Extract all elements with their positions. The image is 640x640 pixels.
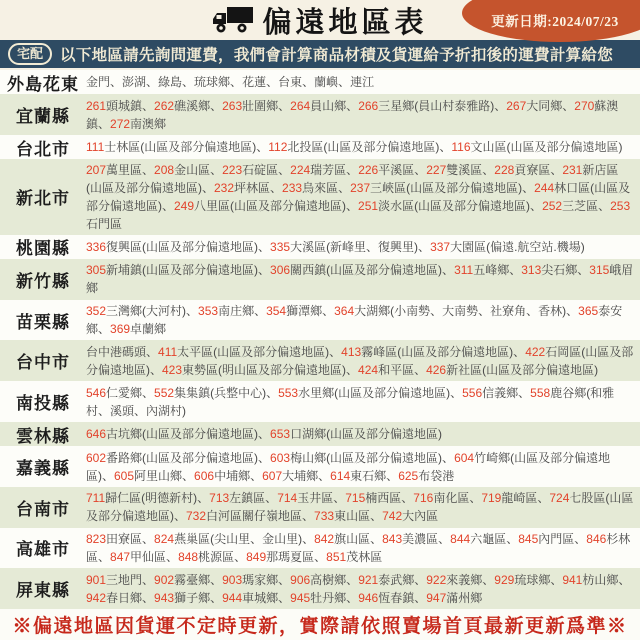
notice-bar xyxy=(0,40,640,70)
postal-code: 602 xyxy=(86,450,107,465)
district-name: 車城鄉、 xyxy=(242,590,291,605)
district-name: 礁溪鄉、 xyxy=(174,98,223,113)
postal-code: 929 xyxy=(494,572,515,587)
region-name: 外島花東 xyxy=(7,74,79,94)
district-name: 大湖鄉(小南勢、大南勢、社寮角、香林)、 xyxy=(354,304,579,319)
district-name: 琉球鄉、 xyxy=(514,572,563,587)
postal-code: 902 xyxy=(154,572,175,587)
district-name: 玉井區、 xyxy=(297,491,346,506)
postal-code: 231 xyxy=(562,163,583,177)
district-name: 新埔鎮(山區及部分偏遠地區)、 xyxy=(106,263,271,278)
postal-code: 311 xyxy=(454,263,474,278)
district-name: 瑪家鄉、 xyxy=(242,572,291,587)
district-list xyxy=(86,70,640,94)
postal-code: 903 xyxy=(222,572,243,587)
district-name: 獅潭鄉、 xyxy=(286,304,335,319)
district-name: 烏來區、 xyxy=(302,181,351,195)
region-name: 台北市 xyxy=(16,139,70,159)
postal-code: 941 xyxy=(562,572,583,587)
district-list xyxy=(86,94,640,135)
district-name: 三芝區、 xyxy=(562,199,611,213)
district-list xyxy=(86,446,640,487)
district-name: 桃源區、 xyxy=(198,549,247,564)
postal-code: 732 xyxy=(186,509,207,524)
postal-code: 354 xyxy=(266,304,287,319)
postal-code: 313 xyxy=(521,263,542,278)
postal-code: 237 xyxy=(350,181,371,195)
district-list xyxy=(86,528,640,569)
postal-code: 846 xyxy=(586,531,607,546)
postal-code: 111 xyxy=(86,140,105,155)
district-name: 東石鄉、 xyxy=(350,468,399,483)
district-name: 六龜區、 xyxy=(470,531,519,546)
district-name: 復興區(山區及部分偏遠地區)、 xyxy=(106,239,271,254)
postal-code: 253 xyxy=(610,199,631,213)
district-name: 口湖鄉(山區及部分偏遠地區) xyxy=(290,427,443,442)
district-name: 尖石鄉、 xyxy=(541,263,590,278)
district-name: 白河區關仔嶺地區、 xyxy=(206,509,315,524)
district-name: 南澳鄉 xyxy=(130,116,167,131)
postal-code: 921 xyxy=(358,572,379,587)
region-table xyxy=(0,70,640,609)
district-name: 鹿谷鄉(和雅村、溪頭、內湖村) xyxy=(86,385,615,418)
postal-code: 733 xyxy=(314,509,335,524)
postal-code: 249 xyxy=(174,199,195,213)
postal-code: 546 xyxy=(86,385,107,400)
delivery-badge: 宅配 xyxy=(8,43,52,65)
district-name: 壯圍鄉、 xyxy=(242,98,291,113)
district-name: 石岡區(山區及部分偏遠地區)、 xyxy=(86,344,634,377)
district-name: 大園區(偏遠.航空站.機場) xyxy=(450,239,585,254)
district-name: 瑞芳區、 xyxy=(310,163,359,177)
district-name: 新店區(山區及部分偏遠地區)、 xyxy=(86,163,619,195)
postal-code: 719 xyxy=(481,491,502,506)
district-name: 旗山區、 xyxy=(334,531,383,546)
district-name: 大埔鄉、 xyxy=(282,468,331,483)
table-row xyxy=(0,381,640,422)
postal-code: 844 xyxy=(450,531,471,546)
postal-code: 223 xyxy=(222,163,243,177)
postal-code: 603 xyxy=(270,450,291,465)
region-name: 新竹縣 xyxy=(16,271,70,291)
district-name: 北投區(山區及部分偏遠地區)、 xyxy=(287,140,452,155)
postal-code: 369 xyxy=(110,322,131,337)
district-name: 高樹鄉、 xyxy=(310,572,359,587)
postal-code: 116 xyxy=(451,140,471,155)
district-name: 頭城鎮、 xyxy=(106,98,155,113)
district-name: 杉林區、 xyxy=(86,531,631,564)
postal-code: 224 xyxy=(290,163,311,177)
table-row xyxy=(0,70,640,94)
district-name: 阿里山鄉、 xyxy=(134,468,195,483)
region-name: 宜蘭縣 xyxy=(16,107,70,127)
district-list xyxy=(86,381,640,422)
postal-code: 227 xyxy=(426,163,447,177)
postal-code: 266 xyxy=(358,98,379,113)
district-name: 員山鄉、 xyxy=(310,98,359,113)
postal-code: 823 xyxy=(86,531,107,546)
district-name: 坪林區、 xyxy=(234,181,283,195)
postal-code: 842 xyxy=(314,531,335,546)
postal-code: 716 xyxy=(413,491,434,506)
postal-code: 947 xyxy=(426,590,447,605)
title-bar xyxy=(0,0,640,40)
district-name: 關西鎮(山區及部分偏遠地區)、 xyxy=(290,263,455,278)
district-name: 中埔鄉、 xyxy=(214,468,263,483)
postal-code: 305 xyxy=(86,263,107,278)
postal-code: 262 xyxy=(154,98,175,113)
postal-code: 714 xyxy=(277,491,298,506)
postal-code: 848 xyxy=(178,549,199,564)
district-name: 枋山鄉、 xyxy=(582,572,631,587)
postal-code: 847 xyxy=(110,549,131,564)
region-name: 南投縣 xyxy=(16,394,70,414)
title-group xyxy=(212,0,427,41)
district-name: 澎湖、 xyxy=(122,75,159,90)
postal-code: 263 xyxy=(222,98,243,113)
page-title: 偏遠地區表 xyxy=(262,6,428,39)
district-name: 春日鄉、 xyxy=(106,590,155,605)
district-name: 貢寮區、 xyxy=(514,163,563,177)
table-row xyxy=(0,94,640,135)
postal-code: 264 xyxy=(290,98,311,113)
district-name: 八里區(山區及部分偏遠地區)、 xyxy=(194,199,359,213)
district-list xyxy=(86,340,640,381)
district-name: 大同鄉、 xyxy=(526,98,575,113)
district-name: 石碇區、 xyxy=(242,163,291,177)
postal-code: 208 xyxy=(154,163,175,177)
district-name: 茂林區 xyxy=(346,549,383,564)
postal-code: 942 xyxy=(86,590,107,605)
postal-code: 315 xyxy=(589,263,610,278)
district-name: 台東、 xyxy=(278,75,315,90)
postal-code: 614 xyxy=(330,468,351,483)
district-name: 恆春鎮、 xyxy=(378,590,427,605)
district-name: 太平區(山區及部分偏遠地區)、 xyxy=(177,344,342,359)
district-list xyxy=(86,159,640,235)
district-name: 石門區 xyxy=(86,217,123,231)
district-name: 蘭嶼、 xyxy=(314,75,351,90)
region-name: 屏東縣 xyxy=(16,581,70,601)
table-row xyxy=(0,340,640,381)
district-list xyxy=(86,259,640,300)
district-name: 和平區、 xyxy=(378,362,427,377)
postal-code: 423 xyxy=(162,362,183,377)
table-row xyxy=(0,135,640,159)
region-name: 桃園縣 xyxy=(16,239,70,259)
district-name: 左鎮區、 xyxy=(229,491,278,506)
postal-code: 922 xyxy=(426,572,447,587)
district-name: 士林區(山區及部分偏遠地區)、 xyxy=(104,140,269,155)
district-name: 來義鄉、 xyxy=(446,572,495,587)
postal-code: 742 xyxy=(382,509,403,524)
postal-code: 251 xyxy=(358,199,379,213)
postal-code: 558 xyxy=(530,385,551,400)
district-name: 三地門、 xyxy=(106,572,155,587)
district-name: 那瑪夏區、 xyxy=(266,549,327,564)
table-row xyxy=(0,259,640,300)
district-name: 金門、 xyxy=(86,75,123,90)
table-row xyxy=(0,446,640,487)
district-name: 花蓮、 xyxy=(242,75,279,90)
district-name: 泰安鄉、 xyxy=(86,304,623,337)
postal-code: 352 xyxy=(86,304,107,319)
district-list xyxy=(86,422,640,446)
footer-disclaimer xyxy=(0,609,640,640)
district-name: 龍崎區、 xyxy=(501,491,550,506)
district-name: 三峽區(山區及部分偏遠地區)、 xyxy=(370,181,535,195)
truck-icon xyxy=(212,6,254,34)
postal-code: 851 xyxy=(326,549,347,564)
district-name: 田寮區、 xyxy=(106,531,155,546)
postal-code: 411 xyxy=(158,344,178,359)
postal-code: 906 xyxy=(290,572,311,587)
district-name: 霧臺鄉、 xyxy=(174,572,223,587)
postal-code: 337 xyxy=(430,239,451,254)
district-name: 三灣鄉(大河村)、 xyxy=(106,304,199,319)
district-name: 燕巢區(尖山里、金山里)、 xyxy=(174,531,315,546)
postal-code: 365 xyxy=(578,304,599,319)
table-row xyxy=(0,528,640,569)
region-name: 苗栗縣 xyxy=(16,312,70,332)
postal-code: 364 xyxy=(334,304,355,319)
postal-code: 353 xyxy=(198,304,219,319)
district-name: 雙溪區、 xyxy=(446,163,495,177)
region-name: 雲林縣 xyxy=(16,426,70,446)
district-name: 霧峰區(山區及部分偏遠地區)、 xyxy=(361,344,526,359)
district-list xyxy=(86,487,640,528)
district-name: 金山區、 xyxy=(174,163,223,177)
postal-code: 556 xyxy=(462,385,483,400)
district-name: 集集鎮(兵整中心)、 xyxy=(174,385,279,400)
table-row xyxy=(0,300,640,341)
district-name: 大內區 xyxy=(402,509,439,524)
district-name: 獅子鄉、 xyxy=(174,590,223,605)
district-name: 南庄鄉、 xyxy=(218,304,267,319)
district-name: 內門區、 xyxy=(538,531,587,546)
table-row xyxy=(0,235,640,259)
postal-code: 244 xyxy=(534,181,555,195)
postal-code: 413 xyxy=(341,344,362,359)
postal-code: 228 xyxy=(494,163,515,177)
district-name: 滿州鄉 xyxy=(446,590,483,605)
postal-code: 261 xyxy=(86,98,107,113)
district-name: 歸仁區(明德新村)、 xyxy=(105,491,210,506)
district-name: 東勢區(明山區及部分偏遠地區)、 xyxy=(182,362,359,377)
table-row xyxy=(0,568,640,609)
footer-text: ※偏遠地區因貨運不定時更新，實際請依照賣場首頁最新更新爲準※ xyxy=(12,616,628,637)
district-name: 番路鄉(山區及部分偏遠地區)、 xyxy=(106,450,271,465)
district-name: 牡丹鄉、 xyxy=(310,590,359,605)
postal-code: 232 xyxy=(214,181,235,195)
district-name: 新社區(山區及部分偏遠地區) xyxy=(446,362,599,377)
postal-code: 944 xyxy=(222,590,243,605)
postal-code: 252 xyxy=(542,199,563,213)
region-name: 台中市 xyxy=(16,353,70,373)
postal-code: 901 xyxy=(86,572,107,587)
postal-code: 605 xyxy=(114,468,135,483)
district-name: 平溪區、 xyxy=(378,163,427,177)
district-name: 南化區、 xyxy=(433,491,482,506)
postal-code: 424 xyxy=(358,362,379,377)
district-name: 綠島、 xyxy=(158,75,195,90)
postal-code: 335 xyxy=(270,239,291,254)
district-name: 峨眉鄉 xyxy=(86,263,634,296)
district-name: 三星鄉(員山村泰雅路)、 xyxy=(378,98,507,113)
postal-code: 553 xyxy=(278,385,299,400)
table-row xyxy=(0,159,640,235)
district-name: 萬里區、 xyxy=(106,163,155,177)
table-row xyxy=(0,487,640,528)
district-name: 楠西區、 xyxy=(365,491,414,506)
postal-code: 943 xyxy=(154,590,175,605)
region-name: 台南市 xyxy=(16,499,70,519)
postal-code: 207 xyxy=(86,163,107,177)
postal-code: 715 xyxy=(345,491,366,506)
postal-code: 426 xyxy=(426,362,447,377)
district-name: 琉球鄉、 xyxy=(194,75,243,90)
postal-code: 607 xyxy=(262,468,283,483)
district-name: 古坑鄉(山區及部分偏遠地區)、 xyxy=(106,427,271,442)
postal-code: 552 xyxy=(154,385,175,400)
district-name: 甲仙區、 xyxy=(130,549,179,564)
district-name: 連江 xyxy=(350,75,375,90)
region-name: 嘉義縣 xyxy=(16,459,70,478)
district-list xyxy=(86,135,640,159)
district-name: 美濃區、 xyxy=(402,531,451,546)
postal-code: 267 xyxy=(506,98,527,113)
update-date-badge xyxy=(462,0,640,42)
district-name: 林口區(山區及部分偏遠地區)、 xyxy=(86,181,631,213)
postal-code: 226 xyxy=(358,163,379,177)
postal-code: 824 xyxy=(154,531,175,546)
district-name: 泰武鄉、 xyxy=(378,572,427,587)
table-row xyxy=(0,422,640,446)
postal-code: 945 xyxy=(290,590,311,605)
district-name: 淡水區(山區及部分偏遠地區)、 xyxy=(378,199,543,213)
postal-code: 845 xyxy=(518,531,539,546)
postal-code: 849 xyxy=(246,549,267,564)
notice-text: 以下地區請先詢問運費，我們會計算商品材積及貨運給予折扣後的運費計算給您 xyxy=(60,47,614,64)
postal-code: 711 xyxy=(86,491,106,506)
district-list xyxy=(86,300,640,341)
district-name: 布袋港 xyxy=(418,468,455,483)
district-name: 水里鄉(山區及部分偏遠地區)、 xyxy=(298,385,463,400)
postal-code: 112 xyxy=(268,140,288,155)
district-name: 大溪區(新峰里、復興里)、 xyxy=(290,239,431,254)
postal-code: 336 xyxy=(86,239,107,254)
district-list xyxy=(86,568,640,609)
postal-code: 646 xyxy=(86,427,107,442)
region-name: 新北市 xyxy=(16,189,70,209)
postal-code: 625 xyxy=(398,468,419,483)
postal-code: 946 xyxy=(358,590,379,605)
district-name: 文山區(山區及部分偏遠地區) xyxy=(470,140,623,155)
postal-code: 422 xyxy=(525,344,546,359)
postal-code: 713 xyxy=(209,491,230,506)
postal-code: 843 xyxy=(382,531,403,546)
postal-code: 270 xyxy=(574,98,595,113)
district-name: 蘇澳鎮、 xyxy=(86,98,619,131)
postal-code: 233 xyxy=(282,181,303,195)
postal-code: 306 xyxy=(270,263,291,278)
postal-code: 606 xyxy=(194,468,215,483)
district-name: 東山區、 xyxy=(334,509,383,524)
postal-code: 272 xyxy=(110,116,131,131)
district-name: 仁愛鄉、 xyxy=(106,385,155,400)
postal-code: 653 xyxy=(270,427,291,442)
district-name: 梅山鄉(山區及部分偏遠地區)、 xyxy=(290,450,455,465)
postal-code: 724 xyxy=(549,491,570,506)
district-name: 台中港碼頭、 xyxy=(86,344,159,359)
district-name: 七股區(山區及部分偏遠地區)、 xyxy=(86,491,634,524)
district-name: 信義鄉、 xyxy=(482,385,531,400)
postal-code: 604 xyxy=(454,450,475,465)
district-name: 五峰鄉、 xyxy=(473,263,522,278)
update-date-text: 更新日期:2024/07/23 xyxy=(491,14,619,29)
district-name: 竹崎鄉(山區及部分偏遠地區)、 xyxy=(86,450,611,483)
district-name: 卓蘭鄉 xyxy=(130,322,167,337)
region-name: 高雄市 xyxy=(16,540,70,560)
district-list xyxy=(86,235,640,259)
